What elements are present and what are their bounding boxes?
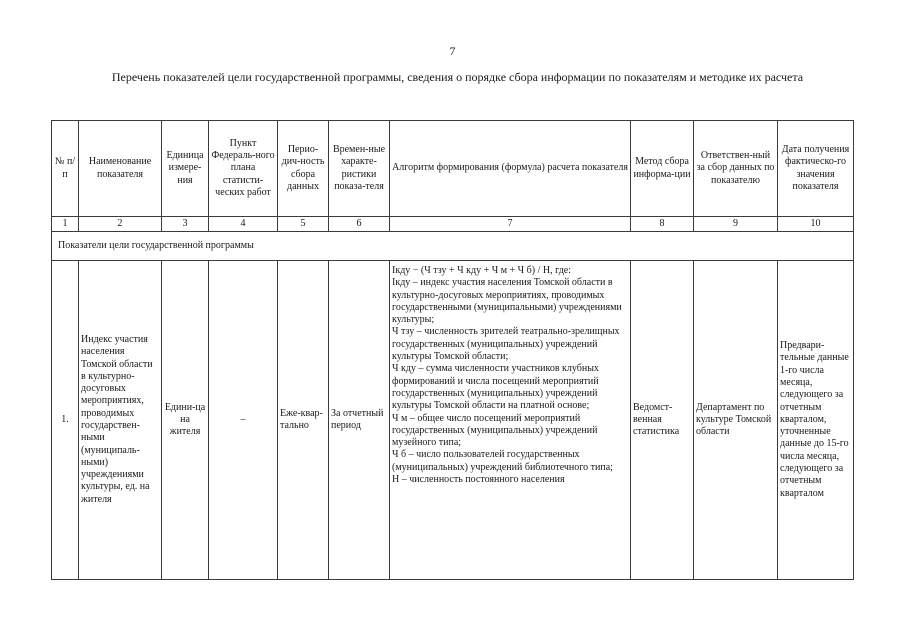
- column-number: 5: [278, 217, 329, 232]
- header-cell-method: Метод сбора информа-ции: [631, 121, 694, 217]
- section-row: [52, 232, 854, 261]
- collection-method: Ведомст-венная статистика: [631, 261, 694, 580]
- formula-line: Ч кду – сумма численности участников клубных формирований и числа посещений мероприятий государственных (муниципальных) учреждений культуры Томской области на платной основе;: [392, 363, 599, 412]
- indicators-table: [51, 120, 854, 580]
- column-number: 9: [694, 217, 778, 232]
- formula-line: Iкду − (Ч тзу + Ч кду + Ч м + Ч б) / Н, где:: [392, 265, 571, 276]
- formula-line: Ч б – число пользователей государственных (муниципальных) учреждений библиотечного типа;: [392, 449, 613, 473]
- time-characteristics: За отчетный период: [329, 261, 390, 580]
- table-row: [52, 261, 854, 580]
- calculation-formula: [390, 261, 631, 580]
- header-cell-periodicity: Перио-дич-ность сбора данных: [278, 121, 329, 217]
- column-number: 2: [79, 217, 162, 232]
- header-cell-date: Дата получения фактическо-го значения показателя: [778, 121, 854, 217]
- formula-line: Ч тзу – численность зрителей театрально-зрелищных государственных (муниципальных) учреждений культуры Томской области;: [392, 326, 620, 363]
- federal-plan-item: –: [209, 261, 278, 580]
- indicator-name: Индекс участия населения Томской области в культурно-досуговых мероприятиях, проводимых государствен-ными (муниципаль-ными) учреждениями культуры, ед. на жителя: [79, 261, 162, 580]
- header-cell-formula: Алгоритм формирования (формула) расчета показателя: [390, 121, 631, 217]
- header-cell-num: № п/п: [52, 121, 79, 217]
- header-cell-responsible: Ответствен-ный за сбор данных по показателю: [694, 121, 778, 217]
- formula-line: Н – численность постоянного населения: [392, 474, 565, 486]
- unit-of-measure: Едини-ца на жителя: [162, 261, 209, 580]
- column-number: 1: [52, 217, 79, 232]
- column-numbers-row: [52, 217, 854, 232]
- header-row: [52, 121, 854, 217]
- collection-periodicity: Еже-квар-тально: [278, 261, 329, 580]
- responsible-party: Департамент по культуре Томской области: [694, 261, 778, 580]
- formula-line: Ч м – общее число посещений мероприятий государственных (муниципальных) учреждений музейного типа;: [392, 412, 598, 449]
- header-cell-federal-plan: Пункт Федераль-ного плана статисти-ческих работ: [209, 121, 278, 217]
- section-title: Показатели цели государственной программы: [52, 232, 854, 261]
- header-cell-unit: Единица измере-ния: [162, 121, 209, 217]
- row-number: 1.: [52, 261, 79, 580]
- page-number: 7: [449, 44, 456, 58]
- column-number: 3: [162, 217, 209, 232]
- document-title: Перечень показателей цели государственной программы, сведения о порядке сбора информации по показателям и методике их расчета: [111, 70, 804, 84]
- column-number: 7: [390, 217, 631, 232]
- header-cell-time-characteristics: Времен-ные характе-ристики показа-теля: [329, 121, 390, 217]
- column-number: 8: [631, 217, 694, 232]
- column-number: 6: [329, 217, 390, 232]
- column-number: 4: [209, 217, 278, 232]
- header-cell-name: Наименование показателя: [79, 121, 162, 217]
- actual-value-date: Предвари-тельные данные 1-го числа месяца, следующего за отчетным кварталом, уточненные данные до 15-го числа месяца, следующего за отчетным кварталом: [778, 261, 854, 580]
- formula-line: Iкду – индекс участия населения Томской области в культурно-досуговых мероприятиях, проводимых государственными (муниципальными) учреждениями культуры;: [392, 277, 622, 326]
- column-number: 10: [778, 217, 854, 232]
